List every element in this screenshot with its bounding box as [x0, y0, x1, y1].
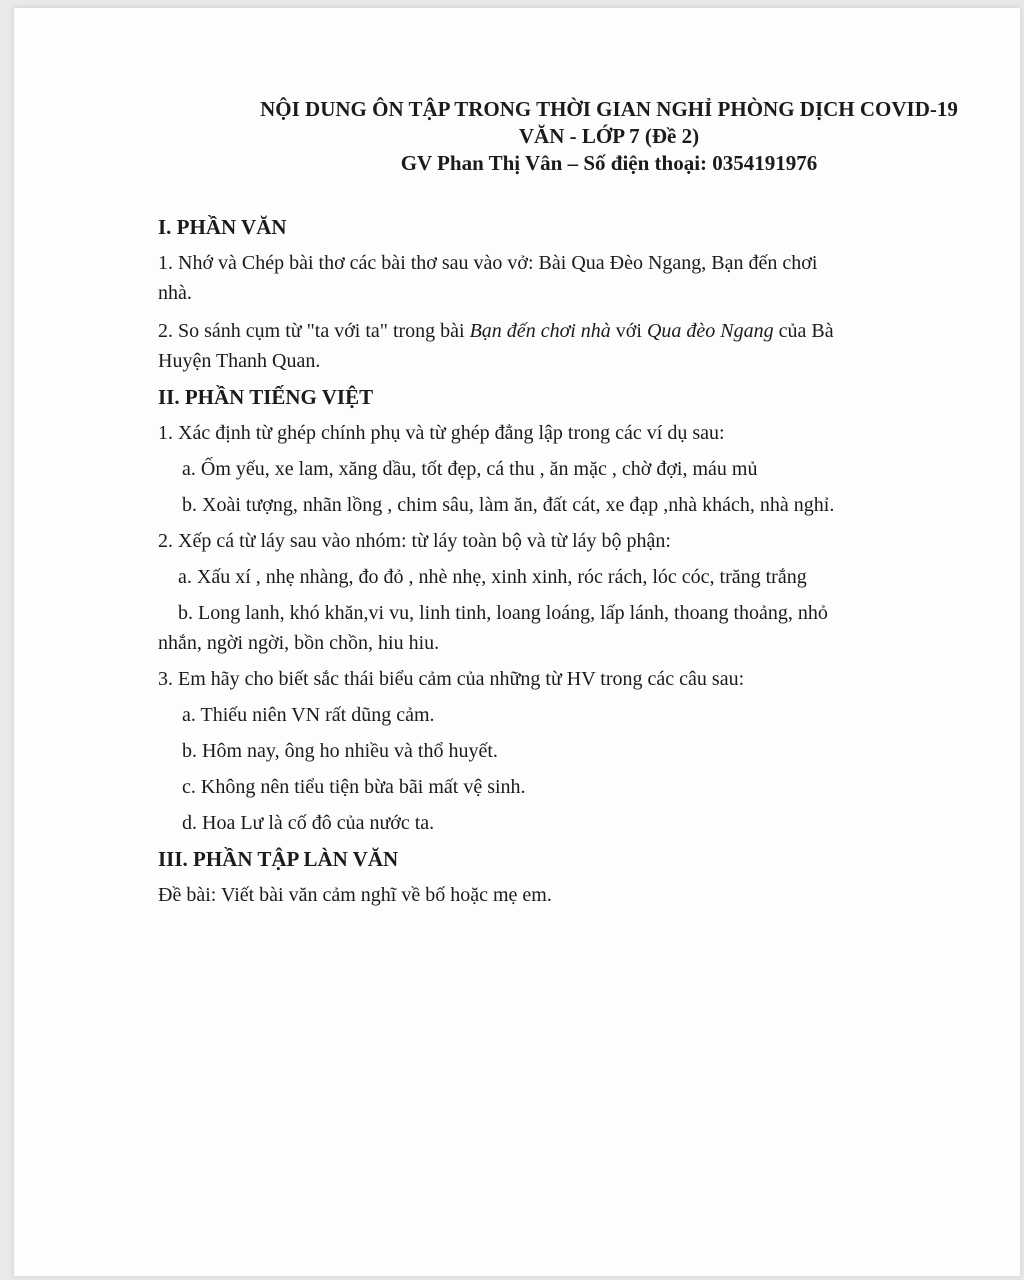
question-3-d: d. Hoa Lư là cố đô của nước ta.	[182, 812, 435, 834]
question-1-a: a. Ốm yếu, xe lam, xăng dầu, tốt đẹp, cá thu , ăn mặc , chờ đợi, máu mủ	[182, 458, 758, 480]
section1-item1-line2: nhà.	[158, 282, 192, 304]
document-page	[14, 8, 1020, 1276]
section-title-van: I. PHẦN VĂN	[158, 215, 287, 239]
poem-title-qua-deo-ngang: Qua đèo Ngang	[646, 320, 774, 342]
section1-item2-line2: Huyện Thanh Quan.	[158, 350, 321, 372]
question-1-b: b. Xoài tượng, nhãn lồng , chim sâu, làm ăn, đất cát, xe đạp ,nhà khách, nhà nghỉ.	[182, 494, 835, 516]
question-2: 2. Xếp cá từ láy sau vào nhóm: từ láy toàn bộ và từ láy bộ phận:	[158, 530, 671, 552]
question-2-b	[158, 598, 948, 658]
question-2-b-line1: b. Long lanh, khó khăn,vi vu, linh tinh, loang loáng, lấp lánh, thoang thoảng, nhỏ	[178, 602, 828, 624]
section1-item2	[158, 316, 948, 376]
header-subject: VĂN - LỚP 7 (Đề 2)	[518, 124, 700, 148]
essay-prompt: Đề bài: Viết bài văn cảm nghĩ về bố hoặc mẹ em.	[158, 884, 552, 906]
section-title-tieng-viet: II. PHẦN TIẾNG VIỆT	[158, 385, 374, 409]
question-1: 1. Xác định từ ghép chính phụ và từ ghép đẳng lập trong các ví dụ sau:	[158, 422, 725, 444]
question-2-a: a. Xấu xí , nhẹ nhàng, đo đỏ , nhè nhẹ, xinh xinh, róc rách, lóc cóc, trăng trắng	[178, 566, 807, 588]
header-title: NỘI DUNG ÔN TẬP TRONG THỜI GIAN NGHỈ PHÒNG DỊCH COVID-19	[260, 97, 958, 121]
section1-item2-post: của Bà	[773, 320, 834, 342]
document-body	[158, 212, 948, 910]
question-3: 3. Em hãy cho biết sắc thái biểu cảm của những từ HV trong các câu sau:	[158, 668, 745, 690]
header-teacher: GV Phan Thị Vân – Số điện thoại: 0354191976	[400, 151, 818, 175]
section1-item2-line1	[158, 316, 948, 346]
question-2-b-line2: nhắn, ngời ngời, bồn chồn, hiu hiu.	[158, 632, 440, 654]
section1-item1-line1: 1. Nhớ và Chép bài thơ các bài thơ sau vào vở: Bài Qua Đèo Ngang, Bạn đến chơi	[158, 252, 818, 274]
question-3-c: c. Không nên tiểu tiện bừa bãi mất vệ sinh.	[182, 776, 526, 798]
section1-item2-pre: 2. So sánh cụm từ "ta với ta" trong bài	[158, 320, 470, 342]
section1-item2-mid: với	[610, 320, 647, 342]
question-3-a: a. Thiếu niên VN rất dũng cảm.	[182, 704, 435, 726]
section-title-tap-lam-van: III. PHẦN TẬP LÀN VĂN	[158, 847, 399, 871]
question-3-b: b. Hôm nay, ông ho nhiều và thổ huyết.	[182, 740, 498, 762]
section1-item1	[158, 248, 948, 308]
document-header	[204, 96, 1014, 177]
poem-title-ban-den-choi-nha: Bạn đến chơi nhà	[469, 320, 611, 342]
